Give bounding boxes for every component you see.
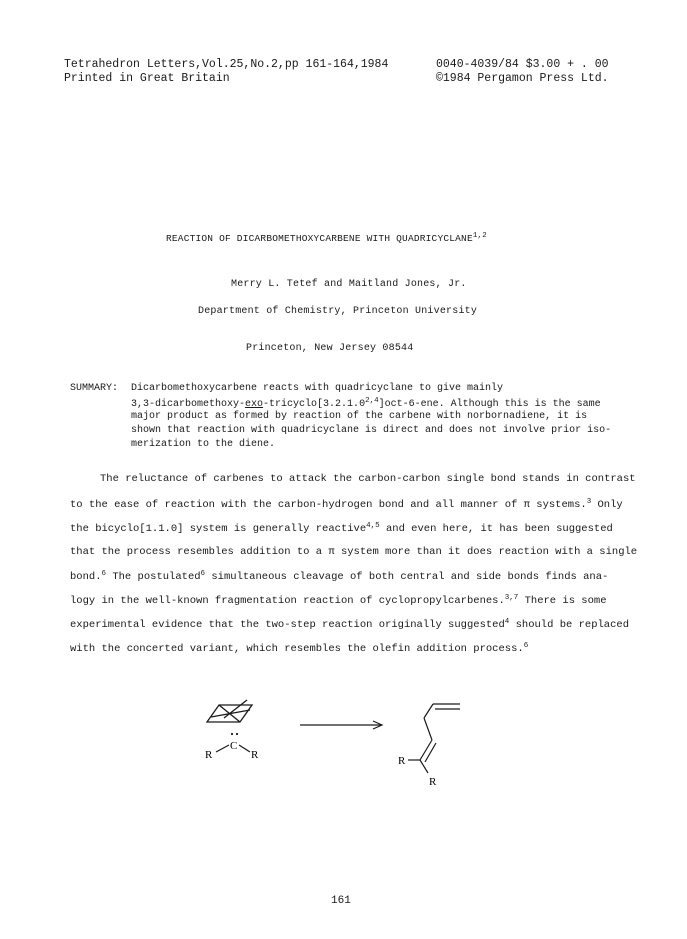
body-text: simultaneous cleavage of both central and side bonds finds ana-	[205, 571, 609, 583]
reference-sup: 4	[504, 618, 510, 626]
product-r-bottom: R	[429, 776, 437, 788]
body-text: to the ease of reaction with the carbon-hydrogen bond and all manner of π systems.	[70, 499, 587, 511]
price-code-line: 0040-4039/84 $3.00 + . 00	[436, 58, 609, 71]
bicyclobutane-structure	[207, 700, 252, 722]
exo-italic: exo	[245, 399, 264, 410]
body-text: experimental evidence that the two-step reaction originally suggested	[70, 619, 505, 631]
affiliation: Department of Chemistry, Princeton University	[198, 306, 478, 317]
reference-sup: 6	[200, 570, 206, 578]
location: Princeton, New Jersey 08544	[246, 343, 414, 354]
r-bond-bottom	[420, 760, 428, 773]
cross-bond	[224, 700, 247, 718]
bond-right	[239, 745, 250, 752]
summary-line-5: merization to the diene.	[131, 439, 276, 450]
paragraph-line-1: The reluctance of carbenes to attack the carbon-carbon single bond stands in contrast	[100, 473, 636, 485]
body-text: and even here, it has been suggested	[379, 523, 613, 535]
reference-sup: 3	[586, 498, 592, 506]
double-bond-1	[420, 740, 432, 760]
body-text: The postulated	[106, 571, 201, 583]
lone-pair-dot	[236, 733, 238, 735]
lone-pair-dot	[231, 733, 233, 735]
authors: Merry L. Tetef and Maitland Jones, Jr.	[231, 279, 467, 290]
body-text: There is some	[518, 595, 607, 607]
reference-sup: 3,7	[504, 594, 519, 602]
reference-sup: 4,5	[366, 522, 380, 530]
paragraph-line-4: that the process resembles addition to a π system more than it does reaction with a single	[70, 546, 638, 558]
reference-sup: 6	[523, 642, 529, 650]
carbene-carbon: C	[230, 740, 238, 752]
summary-line-4: shown that reaction with quadricyclane is direct and does not involve prior iso-	[131, 425, 612, 436]
summary-label: SUMMARY:	[70, 383, 119, 394]
summary-text: ]oct-6-ene. Although this is the same	[378, 399, 601, 410]
carbene-r-left: R	[205, 749, 213, 761]
diene-product	[408, 704, 460, 773]
product-r-left: R	[398, 755, 406, 767]
double-bond-2	[425, 743, 436, 762]
title-footnote-ref: 1,2	[472, 232, 487, 240]
carbene-r-right: R	[251, 749, 259, 761]
body-text: logy in the well-known fragmentation reaction of cyclopropylcarbenes.	[70, 595, 505, 607]
copyright-line: ©1984 Pergamon Press Ltd.	[436, 72, 609, 85]
superscript: 2,4	[365, 397, 379, 405]
bond-left	[216, 745, 229, 752]
citation-line: Tetrahedron Letters,Vol.25,No.2,pp 161-164,1984	[64, 58, 389, 71]
reaction-arrow	[300, 721, 382, 729]
summary-text: 3,3-dicarbomethoxy-	[131, 399, 246, 410]
summary-line-3: major product as formed by reaction of the carbene with norbornadiene, it is	[131, 411, 588, 422]
summary-line-1: Dicarbomethoxycarbene reacts with quadricyclane to give mainly	[131, 383, 504, 394]
page-number: 161	[331, 895, 351, 907]
body-text: the bicyclo[1.1.0] system is generally reactive	[70, 523, 367, 535]
chain-bond	[424, 704, 433, 718]
body-text: with the concerted variant, which resembles the olefin addition process.	[70, 643, 524, 655]
title-text: REACTION OF DICARBOMETHOXYCARBENE WITH QUADRICYCLANE	[166, 233, 473, 244]
printed-line: Printed in Great Britain	[64, 72, 230, 85]
summary-text: -tricyclo[3.2.1.0	[263, 399, 366, 410]
body-text: bond.	[70, 571, 102, 583]
body-text: should be replaced	[509, 619, 630, 631]
body-text: Only	[591, 499, 623, 511]
reference-sup: 6	[101, 570, 107, 578]
chain-bond	[424, 718, 432, 740]
